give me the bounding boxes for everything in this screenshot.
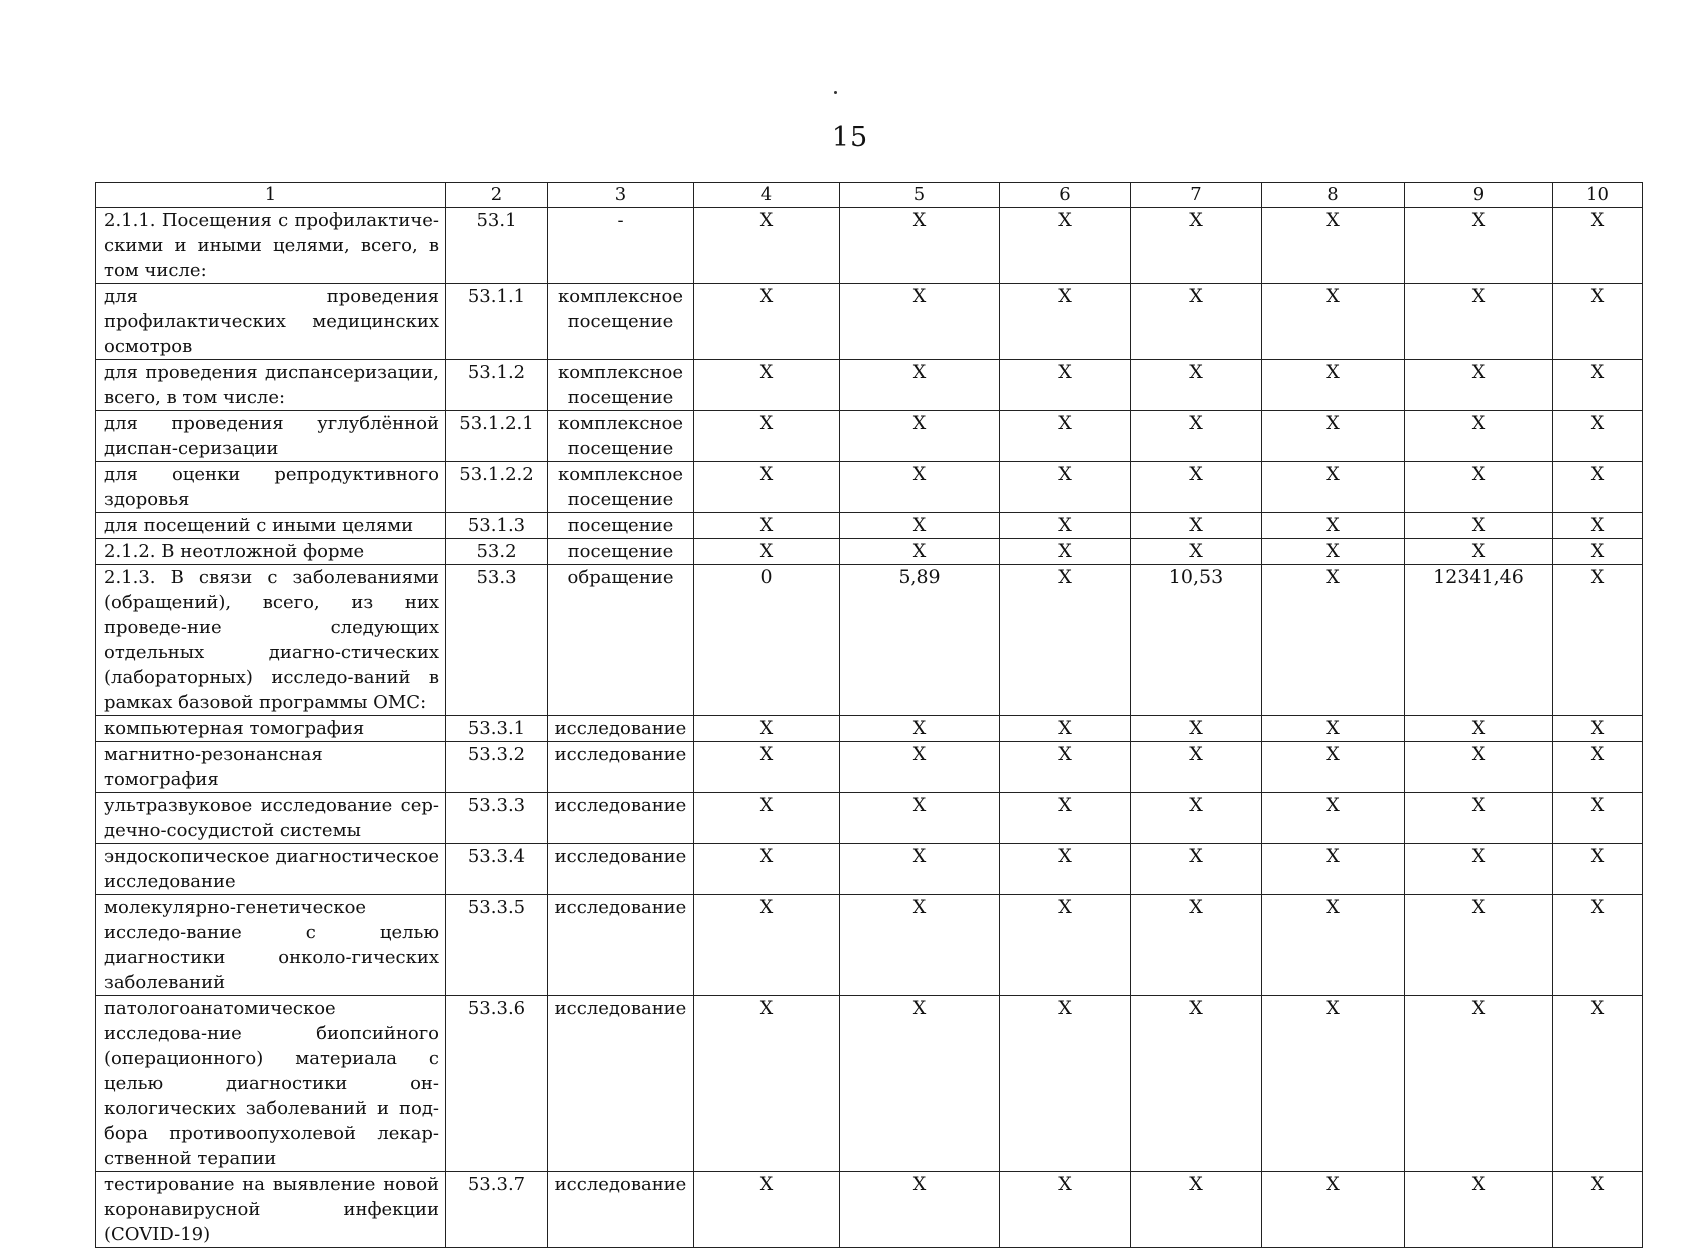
value-cell-col-8: Х bbox=[1262, 565, 1405, 716]
value-cell-col-4: Х bbox=[694, 996, 840, 1172]
value-cell-col-5: Х bbox=[840, 1172, 1000, 1248]
indicator-name: тестирование на выявление новой коронавирусной инфекции (COVID-19) bbox=[96, 1172, 446, 1248]
value-cell-col-8: Х bbox=[1262, 895, 1405, 996]
value-cell-col-8: Х bbox=[1262, 462, 1405, 513]
value-cell-col-7: Х bbox=[1131, 742, 1262, 793]
table-row bbox=[96, 513, 1643, 539]
table-header bbox=[96, 183, 1643, 208]
indicator-name: ультразвуковое исследование сер-дечно-сосудистой системы bbox=[96, 793, 446, 844]
row-code: 53.3.3 bbox=[446, 793, 548, 844]
indicator-name: для проведения углублённой диспан-серизации bbox=[96, 411, 446, 462]
row-code: 53.3.5 bbox=[446, 895, 548, 996]
indicator-name: для проведения диспансеризации, всего, в том числе: bbox=[96, 360, 446, 411]
column-number-7: 7 bbox=[1131, 183, 1262, 208]
column-number-9: 9 bbox=[1405, 183, 1553, 208]
value-cell-col-5: Х bbox=[840, 844, 1000, 895]
value-cell-col-9: Х bbox=[1405, 539, 1553, 565]
value-cell-col-6: Х bbox=[1000, 513, 1131, 539]
value-cell-col-7: Х bbox=[1131, 411, 1262, 462]
value-cell-col-4: 0 bbox=[694, 565, 840, 716]
value-cell-col-7: Х bbox=[1131, 895, 1262, 996]
row-code: 53.3.4 bbox=[446, 844, 548, 895]
indicator-name: 2.1.3. В связи с заболеваниями (обращений), всего, из них проведе-ние следующих отдельных диагно-стических (лабораторных) исследо-ваний в рамках базовой программы ОМС: bbox=[96, 565, 446, 716]
column-number-5: 5 bbox=[840, 183, 1000, 208]
value-cell-col-9: Х bbox=[1405, 996, 1553, 1172]
table-row bbox=[96, 793, 1643, 844]
value-cell-col-6: Х bbox=[1000, 208, 1131, 284]
column-number-8: 8 bbox=[1262, 183, 1405, 208]
value-cell-col-8: Х bbox=[1262, 793, 1405, 844]
value-cell-col-4: Х bbox=[694, 411, 840, 462]
value-cell-col-6: Х bbox=[1000, 539, 1131, 565]
value-cell-col-9: Х bbox=[1405, 284, 1553, 360]
value-cell-col-9: Х bbox=[1405, 895, 1553, 996]
value-cell-col-8: Х bbox=[1262, 284, 1405, 360]
indicator-name: для проведения профилактических медицинских осмотров bbox=[96, 284, 446, 360]
value-cell-col-7: Х bbox=[1131, 1172, 1262, 1248]
unit-of-measure: исследование bbox=[548, 895, 694, 996]
value-cell-col-10: Х bbox=[1553, 996, 1643, 1172]
row-code: 53.3.2 bbox=[446, 742, 548, 793]
value-cell-col-10: Х bbox=[1553, 462, 1643, 513]
indicator-name: компьютерная томография bbox=[96, 716, 446, 742]
value-cell-col-9: Х bbox=[1405, 793, 1553, 844]
row-code: 53.1.2.1 bbox=[446, 411, 548, 462]
value-cell-col-10: Х bbox=[1553, 411, 1643, 462]
scan-speck bbox=[834, 91, 837, 94]
value-cell-col-6: Х bbox=[1000, 565, 1131, 716]
value-cell-col-4: Х bbox=[694, 513, 840, 539]
value-cell-col-9: Х bbox=[1405, 208, 1553, 284]
unit-of-measure: исследование bbox=[548, 793, 694, 844]
value-cell-col-6: Х bbox=[1000, 895, 1131, 996]
indicator-name: 2.1.1. Посещения с профилактиче-скими и иными целями, всего, в том числе: bbox=[96, 208, 446, 284]
value-cell-col-8: Х bbox=[1262, 996, 1405, 1172]
value-cell-col-10: Х bbox=[1553, 895, 1643, 996]
value-cell-col-4: Х bbox=[694, 844, 840, 895]
table-row bbox=[96, 462, 1643, 513]
value-cell-col-8: Х bbox=[1262, 411, 1405, 462]
header-row bbox=[96, 183, 1643, 208]
value-cell-col-7: Х bbox=[1131, 208, 1262, 284]
value-cell-col-6: Х bbox=[1000, 844, 1131, 895]
value-cell-col-7: Х bbox=[1131, 360, 1262, 411]
value-cell-col-7: Х bbox=[1131, 716, 1262, 742]
value-cell-col-6: Х bbox=[1000, 716, 1131, 742]
value-cell-col-4: Х bbox=[694, 895, 840, 996]
indicator-name: для оценки репродуктивного здоровья bbox=[96, 462, 446, 513]
value-cell-col-5: Х bbox=[840, 462, 1000, 513]
row-code: 53.3.6 bbox=[446, 996, 548, 1172]
indicator-name: 2.1.2. В неотложной форме bbox=[96, 539, 446, 565]
value-cell-col-9: Х bbox=[1405, 360, 1553, 411]
indicator-table bbox=[95, 182, 1643, 1248]
value-cell-col-9: Х bbox=[1405, 462, 1553, 513]
unit-of-measure: - bbox=[548, 208, 694, 284]
value-cell-col-6: Х bbox=[1000, 462, 1131, 513]
value-cell-col-8: Х bbox=[1262, 742, 1405, 793]
value-cell-col-10: Х bbox=[1553, 793, 1643, 844]
table-row bbox=[96, 284, 1643, 360]
value-cell-col-7: Х bbox=[1131, 462, 1262, 513]
row-code: 53.1 bbox=[446, 208, 548, 284]
page-number: 15 bbox=[831, 122, 869, 153]
table-row bbox=[96, 844, 1643, 895]
value-cell-col-7: Х bbox=[1131, 284, 1262, 360]
table-row bbox=[96, 411, 1643, 462]
value-cell-col-9: Х bbox=[1405, 411, 1553, 462]
value-cell-col-4: Х bbox=[694, 539, 840, 565]
value-cell-col-10: Х bbox=[1553, 1172, 1643, 1248]
indicator-name: патологоанатомическое исследова-ние биопсийного (операционного) материала с целью диагностики он-кологических заболеваний и под-бора противоопухолевой лекар-ственной терапии bbox=[96, 996, 446, 1172]
value-cell-col-9: 12341,46 bbox=[1405, 565, 1553, 716]
unit-of-measure: посещение bbox=[548, 513, 694, 539]
value-cell-col-7: Х bbox=[1131, 539, 1262, 565]
value-cell-col-8: Х bbox=[1262, 844, 1405, 895]
unit-of-measure: комплексное посещение bbox=[548, 284, 694, 360]
unit-of-measure: исследование bbox=[548, 742, 694, 793]
column-number-2: 2 bbox=[446, 183, 548, 208]
unit-of-measure: исследование bbox=[548, 996, 694, 1172]
row-code: 53.1.2 bbox=[446, 360, 548, 411]
value-cell-col-5: Х bbox=[840, 742, 1000, 793]
value-cell-col-8: Х bbox=[1262, 360, 1405, 411]
row-code: 53.1.2.2 bbox=[446, 462, 548, 513]
unit-of-measure: комплексное посещение bbox=[548, 360, 694, 411]
column-number-6: 6 bbox=[1000, 183, 1131, 208]
value-cell-col-4: Х bbox=[694, 360, 840, 411]
value-cell-col-8: Х bbox=[1262, 539, 1405, 565]
indicator-name: для посещений с иными целями bbox=[96, 513, 446, 539]
value-cell-col-9: Х bbox=[1405, 742, 1553, 793]
indicator-name: молекулярно-генетическое исследо-вание с целью диагностики онколо-гических заболеваний bbox=[96, 895, 446, 996]
unit-of-measure: исследование bbox=[548, 716, 694, 742]
table-row bbox=[96, 742, 1643, 793]
table-row bbox=[96, 208, 1643, 284]
table-row bbox=[96, 565, 1643, 716]
row-code: 53.3.1 bbox=[446, 716, 548, 742]
value-cell-col-10: Х bbox=[1553, 742, 1643, 793]
value-cell-col-9: Х bbox=[1405, 716, 1553, 742]
table-row bbox=[96, 360, 1643, 411]
value-cell-col-7: 10,53 bbox=[1131, 565, 1262, 716]
value-cell-col-10: Х bbox=[1553, 513, 1643, 539]
row-code: 53.1.3 bbox=[446, 513, 548, 539]
value-cell-col-7: Х bbox=[1131, 513, 1262, 539]
value-cell-col-6: Х bbox=[1000, 742, 1131, 793]
column-number-4: 4 bbox=[694, 183, 840, 208]
row-code: 53.3 bbox=[446, 565, 548, 716]
row-code: 53.3.7 bbox=[446, 1172, 548, 1248]
table-body bbox=[96, 208, 1643, 1248]
value-cell-col-7: Х bbox=[1131, 793, 1262, 844]
unit-of-measure: обращение bbox=[548, 565, 694, 716]
value-cell-col-8: Х bbox=[1262, 716, 1405, 742]
value-cell-col-6: Х bbox=[1000, 1172, 1131, 1248]
table-row bbox=[96, 539, 1643, 565]
value-cell-col-4: Х bbox=[694, 793, 840, 844]
value-cell-col-4: Х bbox=[694, 284, 840, 360]
value-cell-col-4: Х bbox=[694, 462, 840, 513]
value-cell-col-10: Х bbox=[1553, 208, 1643, 284]
value-cell-col-5: Х bbox=[840, 284, 1000, 360]
value-cell-col-5: Х bbox=[840, 208, 1000, 284]
value-cell-col-5: Х bbox=[840, 895, 1000, 996]
value-cell-col-8: Х bbox=[1262, 1172, 1405, 1248]
value-cell-col-6: Х bbox=[1000, 793, 1131, 844]
unit-of-measure: исследование bbox=[548, 1172, 694, 1248]
table-row bbox=[96, 996, 1643, 1172]
indicator-name: магнитно-резонансная томография bbox=[96, 742, 446, 793]
value-cell-col-5: Х bbox=[840, 793, 1000, 844]
value-cell-col-7: Х bbox=[1131, 996, 1262, 1172]
column-number-10: 10 bbox=[1553, 183, 1643, 208]
value-cell-col-10: Х bbox=[1553, 284, 1643, 360]
value-cell-col-6: Х bbox=[1000, 411, 1131, 462]
value-cell-col-6: Х bbox=[1000, 284, 1131, 360]
value-cell-col-5: 5,89 bbox=[840, 565, 1000, 716]
value-cell-col-10: Х bbox=[1553, 360, 1643, 411]
unit-of-measure: комплексное посещение bbox=[548, 462, 694, 513]
value-cell-col-4: Х bbox=[694, 208, 840, 284]
indicator-name: эндоскопическое диагностическое исследование bbox=[96, 844, 446, 895]
unit-of-measure: комплексное посещение bbox=[548, 411, 694, 462]
value-cell-col-4: Х bbox=[694, 716, 840, 742]
value-cell-col-9: Х bbox=[1405, 1172, 1553, 1248]
value-cell-col-9: Х bbox=[1405, 513, 1553, 539]
value-cell-col-7: Х bbox=[1131, 844, 1262, 895]
value-cell-col-4: Х bbox=[694, 1172, 840, 1248]
column-number-1: 1 bbox=[96, 183, 446, 208]
value-cell-col-8: Х bbox=[1262, 513, 1405, 539]
column-number-3: 3 bbox=[548, 183, 694, 208]
value-cell-col-5: Х bbox=[840, 411, 1000, 462]
row-code: 53.2 bbox=[446, 539, 548, 565]
table-row bbox=[96, 895, 1643, 996]
row-code: 53.1.1 bbox=[446, 284, 548, 360]
unit-of-measure: посещение bbox=[548, 539, 694, 565]
value-cell-col-10: Х bbox=[1553, 844, 1643, 895]
value-cell-col-5: Х bbox=[840, 513, 1000, 539]
value-cell-col-5: Х bbox=[840, 716, 1000, 742]
value-cell-col-10: Х bbox=[1553, 539, 1643, 565]
value-cell-col-5: Х bbox=[840, 996, 1000, 1172]
table-row bbox=[96, 716, 1643, 742]
value-cell-col-4: Х bbox=[694, 742, 840, 793]
value-cell-col-10: Х bbox=[1553, 565, 1643, 716]
value-cell-col-8: Х bbox=[1262, 208, 1405, 284]
value-cell-col-5: Х bbox=[840, 539, 1000, 565]
value-cell-col-6: Х bbox=[1000, 360, 1131, 411]
value-cell-col-9: Х bbox=[1405, 844, 1553, 895]
value-cell-col-6: Х bbox=[1000, 996, 1131, 1172]
table-row bbox=[96, 1172, 1643, 1248]
unit-of-measure: исследование bbox=[548, 844, 694, 895]
value-cell-col-5: Х bbox=[840, 360, 1000, 411]
value-cell-col-10: Х bbox=[1553, 716, 1643, 742]
